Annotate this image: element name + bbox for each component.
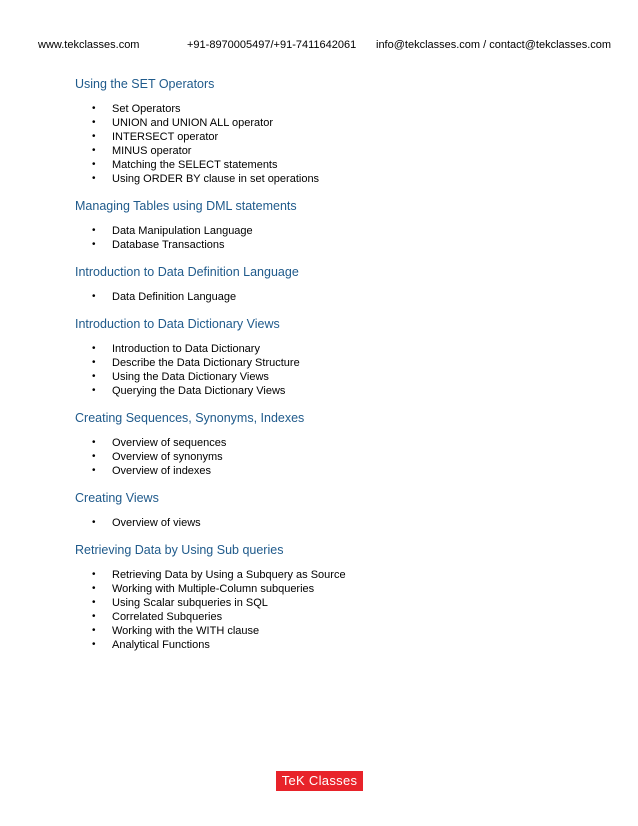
page-header — [38, 37, 612, 53]
course-content — [75, 76, 595, 664]
course-section — [75, 76, 595, 186]
topic-item — [75, 610, 595, 624]
bullet-icon: • — [92, 343, 96, 354]
bullet-icon: • — [92, 597, 96, 608]
header-website[interactable]: www.tekclasses.com — [38, 39, 140, 51]
bullet-icon: • — [92, 451, 96, 462]
bullet-icon: • — [92, 291, 96, 302]
course-section — [75, 542, 595, 652]
bullet-icon: • — [92, 385, 96, 396]
topic-label: Overview of sequences — [112, 437, 227, 449]
section-title: Introduction to Data Dictionary Views — [75, 317, 280, 331]
section-title: Introduction to Data Definition Language — [75, 265, 299, 279]
topic-item — [75, 172, 595, 186]
topic-label: Using Scalar subqueries in SQL — [112, 597, 268, 609]
topic-label: Database Transactions — [112, 239, 225, 251]
bullet-icon: • — [92, 145, 96, 156]
course-section — [75, 264, 595, 304]
topic-label: Working with Multiple-Column subqueries — [112, 583, 315, 595]
bullet-icon: • — [92, 159, 96, 170]
section-topic-list — [75, 224, 595, 252]
bullet-icon: • — [92, 371, 96, 382]
topic-item — [75, 582, 595, 596]
topic-item — [75, 568, 595, 582]
section-title: Retrieving Data by Using Sub queries — [75, 543, 284, 557]
bullet-icon: • — [92, 103, 96, 114]
bullet-icon: • — [92, 625, 96, 636]
course-section — [75, 198, 595, 252]
section-topic-list — [75, 342, 595, 398]
topic-item — [75, 290, 595, 304]
bullet-icon: • — [92, 639, 96, 650]
bullet-icon: • — [92, 465, 96, 476]
topic-item — [75, 464, 595, 478]
topic-label: Analytical Functions — [112, 639, 210, 651]
course-section — [75, 410, 595, 478]
bullet-icon: • — [92, 517, 96, 528]
topic-label: Retrieving Data by Using a Subquery as Source — [112, 569, 346, 581]
header-phone: +91-8970005497/+91-7411642061 — [187, 39, 357, 51]
topic-item — [75, 450, 595, 464]
bullet-icon: • — [92, 437, 96, 448]
topic-item — [75, 596, 595, 610]
topic-item — [75, 384, 595, 398]
topic-label: UNION and UNION ALL operator — [112, 117, 273, 129]
section-topic-list — [75, 516, 595, 530]
section-topic-list — [75, 290, 595, 304]
section-topic-list — [75, 568, 595, 652]
header-email[interactable]: info@tekclasses.com / contact@tekclasses.com — [376, 39, 612, 51]
course-section — [75, 490, 595, 530]
topic-label: Using ORDER BY clause in set operations — [112, 173, 320, 185]
bullet-icon: • — [92, 239, 96, 250]
course-section — [75, 316, 595, 398]
topic-label: Overview of indexes — [112, 465, 212, 477]
topic-label: Overview of views — [112, 517, 201, 529]
topic-label: Using the Data Dictionary Views — [112, 371, 269, 383]
topic-item — [75, 224, 595, 238]
topic-item — [75, 238, 595, 252]
section-title: Managing Tables using DML statements — [75, 199, 297, 213]
topic-item — [75, 342, 595, 356]
bullet-icon: • — [92, 611, 96, 622]
topic-item — [75, 130, 595, 144]
topic-label: Querying the Data Dictionary Views — [112, 385, 286, 397]
topic-item — [75, 516, 595, 530]
section-title: Creating Sequences, Synonyms, Indexes — [75, 411, 305, 425]
bullet-icon: • — [92, 583, 96, 594]
topic-label: Matching the SELECT statements — [112, 159, 278, 171]
tek-classes-logo: TeK Classes — [276, 771, 363, 791]
topic-item — [75, 624, 595, 638]
topic-label: Data Definition Language — [112, 291, 237, 303]
bullet-icon: • — [92, 173, 96, 184]
section-topic-list — [75, 102, 595, 186]
topic-label: Data Manipulation Language — [112, 225, 253, 237]
topic-label: INTERSECT operator — [112, 131, 219, 143]
topic-item — [75, 144, 595, 158]
topic-label: MINUS operator — [112, 145, 192, 157]
topic-item — [75, 116, 595, 130]
topic-item — [75, 102, 595, 116]
bullet-icon: • — [92, 225, 96, 236]
bullet-icon: • — [92, 131, 96, 142]
topic-item — [75, 638, 595, 652]
section-title: Creating Views — [75, 491, 159, 505]
section-title: Using the SET Operators — [75, 77, 215, 91]
topic-label: Correlated Subqueries — [112, 611, 223, 623]
bullet-icon: • — [92, 117, 96, 128]
topic-item — [75, 370, 595, 384]
section-topic-list — [75, 436, 595, 478]
topic-item — [75, 436, 595, 450]
topic-label: Describe the Data Dictionary Structure — [112, 357, 300, 369]
topic-label: Working with the WITH clause — [112, 625, 260, 637]
topic-label: Set Operators — [112, 103, 181, 115]
topic-label: Introduction to Data Dictionary — [112, 343, 260, 355]
topic-item — [75, 158, 595, 172]
topic-item — [75, 356, 595, 370]
topic-label: Overview of synonyms — [112, 451, 223, 463]
bullet-icon: • — [92, 569, 96, 580]
bullet-icon: • — [92, 357, 96, 368]
